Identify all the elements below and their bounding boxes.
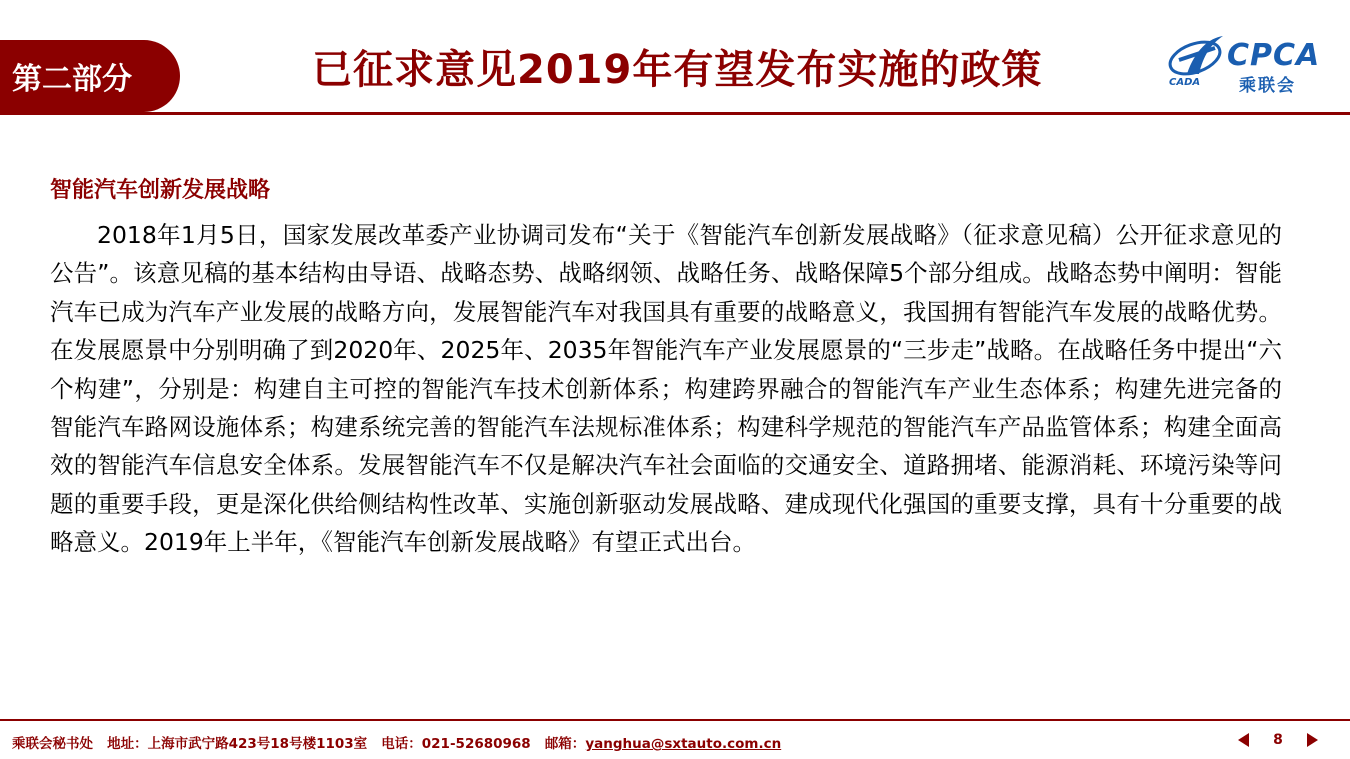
footer-divider [0, 719, 1350, 721]
footer-contact [12, 732, 781, 752]
logo-sub: CADA [1169, 77, 1201, 88]
footer-address: 地址：上海市武宁路423号18号楼1103室 [107, 736, 368, 752]
previous-page-icon[interactable] [1238, 733, 1249, 747]
footer-email-label: 邮箱： [544, 736, 586, 752]
section-label: 第二部分 [12, 62, 132, 97]
page-number: 8 [1273, 732, 1283, 748]
section-heading: 智能汽车创新发展战略 [50, 178, 271, 203]
next-page-icon[interactable] [1307, 733, 1318, 747]
logo-brand-cn: 乘联会 [1239, 76, 1296, 96]
body-paragraph: 2018年1月5日，国家发展改革委产业协调司发布“关于《智能汽车创新发展战略》（征求意见稿）公开征求意见的公告”。该意见稿的基本结构由导语、战略态势、战略纲领、战略任务、战略保障5个部分组成。战略态势中阐明：智能汽车已成为汽车产业发展的战略方向，发展智能汽车对我国具有重要的战略意义，我国拥有智能汽车发展的战略优势。在发展愿景中分别明确了到2020年、2025年、2035年智能汽车产业发展愿景的“三步走”战略。在战略任务中提出“六个构建”，分别是：构建自主可控的智能汽车技术创新体系；构建跨界融合的智能汽车产业生态体系；构建先进完备的智能汽车路网设施体系；构建系统完善的智能汽车法规标准体系；构建科学规范的智能汽车产品监管体系；构建全面高效的智能汽车信息安全体系。发展智能汽车不仅是解决汽车社会面临的交通安全、道路拥堵、能源消耗、环境污染等问题的重要手段，更是深化供给侧结构性改革、实施创新驱动发展战略、建成现代化强国的重要支撑，具有十分重要的战略意义。2019年上半年，《智能汽车创新发展战略》有望正式出台。 [50, 221, 1282, 557]
header-divider [0, 112, 1350, 115]
cpca-logo [1165, 30, 1345, 96]
footer-phone: 电话：021-52680968 [381, 736, 531, 752]
page-title: 已征求意见2019年有望发布实施的政策 [312, 47, 1043, 93]
section-tab [0, 40, 180, 112]
footer-org: 乘联会秘书处 [12, 736, 93, 752]
page-navigator [1238, 730, 1318, 750]
logo-brand: CPCA [1227, 38, 1321, 73]
footer-email-link[interactable]: yanghua@sxtauto.com.cn [585, 736, 782, 752]
